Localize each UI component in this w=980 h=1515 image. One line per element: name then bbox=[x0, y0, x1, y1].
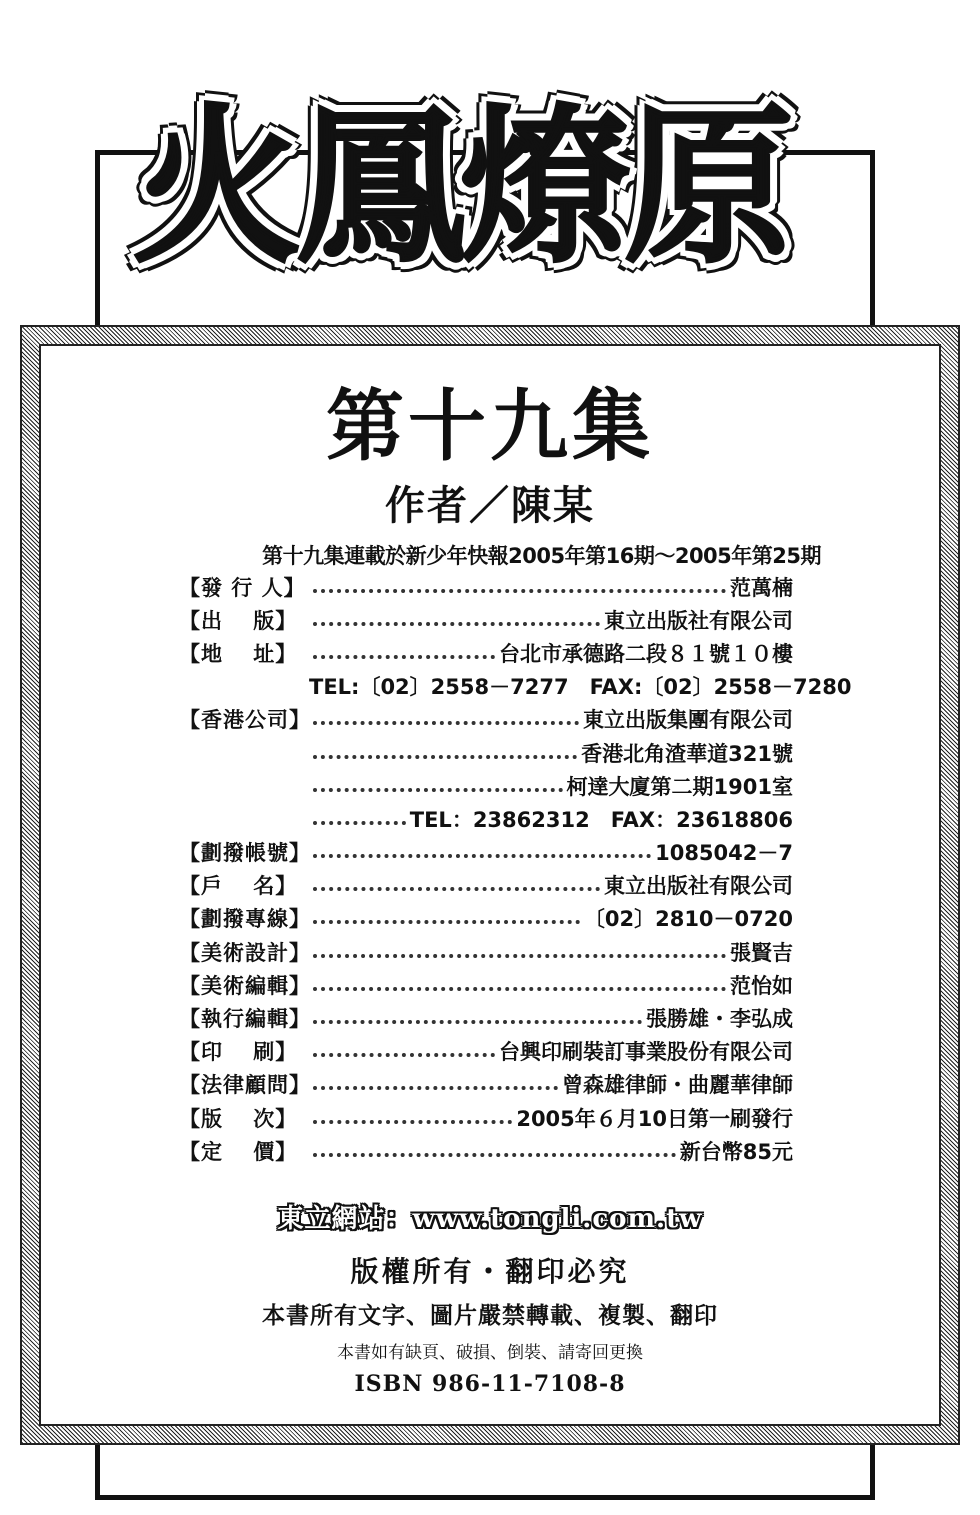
dotted-leader bbox=[313, 755, 577, 759]
website-label: 東立網站： bbox=[277, 1204, 413, 1234]
colophon-row bbox=[179, 836, 793, 869]
colophon-row bbox=[179, 1101, 793, 1134]
colophon-value: 2005年６月10日第一刷發行 bbox=[516, 1106, 793, 1131]
prohibition-notice: 本書所有文字、圖片嚴禁轉載、複製、翻印 bbox=[262, 1302, 718, 1329]
colophon-row bbox=[179, 636, 793, 669]
colophon-label: 【美術設計】 bbox=[179, 940, 311, 965]
colophon-row bbox=[179, 1068, 793, 1101]
isbn: ISBN 986-11-7108-8 bbox=[354, 1371, 626, 1397]
series-title: 火鳳燎原 bbox=[131, 89, 788, 287]
colophon-value: 范怡如 bbox=[730, 973, 793, 998]
colophon-value: 香港北角渣華道321號 bbox=[581, 741, 793, 766]
colophon-value: 新台幣85元 bbox=[679, 1139, 793, 1164]
colophon-row bbox=[179, 1134, 793, 1167]
colophon-row bbox=[179, 802, 793, 835]
colophon-list bbox=[179, 570, 852, 1167]
colophon-label: 【執行編輯】 bbox=[179, 1007, 311, 1032]
website-url[interactable]: www.tongli.com.tw bbox=[412, 1204, 703, 1234]
colophon-row bbox=[179, 968, 793, 1001]
dotted-leader bbox=[313, 954, 726, 958]
colophon-value: 范萬楠 bbox=[730, 575, 793, 600]
colophon-row bbox=[179, 902, 793, 935]
colophon-row bbox=[179, 703, 793, 736]
serialization-note: 第十九集連載於新少年快報2005年第16期～2005年第25期 bbox=[262, 544, 821, 568]
dotted-leader bbox=[313, 1120, 512, 1124]
dotted-leader bbox=[313, 920, 580, 924]
colophon-row bbox=[179, 869, 793, 902]
colophon-value: 東立出版社有限公司 bbox=[604, 608, 793, 633]
colophon-label: 【定 價】 bbox=[179, 1139, 298, 1164]
colophon-row bbox=[179, 935, 793, 968]
colophon-panel-inner bbox=[39, 344, 941, 1426]
dotted-leader bbox=[313, 788, 563, 792]
copyright-notice: 版權所有・翻印必究 bbox=[350, 1255, 630, 1288]
colophon-row bbox=[179, 603, 793, 636]
dotted-leader bbox=[313, 1053, 495, 1057]
colophon-label: 【地 址】 bbox=[179, 641, 298, 666]
colophon-label: 【印 刷】 bbox=[179, 1040, 298, 1065]
dotted-leader bbox=[313, 887, 600, 891]
return-notice: 本書如有缺頁、破損、倒裝、請寄回更換 bbox=[337, 1343, 643, 1363]
dotted-leader bbox=[313, 1153, 676, 1157]
colophon-value: 張勝雄・李弘成 bbox=[646, 1007, 793, 1032]
dotted-leader bbox=[313, 987, 726, 991]
colophon-label: 【版 次】 bbox=[179, 1106, 298, 1131]
colophon-label: 【法律顧問】 bbox=[179, 1073, 311, 1098]
colophon-row bbox=[179, 736, 793, 769]
colophon-panel bbox=[20, 325, 960, 1445]
colophon-value: TEL:〔02〕2558－7277 FAX:〔02〕2558－7280 bbox=[309, 675, 852, 700]
colophon-label: 【美術編輯】 bbox=[179, 973, 311, 998]
dotted-leader bbox=[313, 854, 651, 858]
colophon-row bbox=[179, 769, 793, 802]
volume-title: 第十九集 bbox=[325, 381, 654, 472]
series-title-banner bbox=[120, 58, 800, 318]
colophon-value: 1085042－7 bbox=[655, 841, 793, 866]
colophon-label: 【發 行 人】 bbox=[179, 575, 306, 600]
colophon-value: 台興印刷裝訂事業股份有限公司 bbox=[499, 1040, 793, 1065]
colophon-row bbox=[179, 570, 793, 603]
colophon-row bbox=[179, 670, 852, 703]
colophon-value: 〔02〕2810－0720 bbox=[583, 907, 793, 932]
colophon-value: 東立出版集團有限公司 bbox=[583, 708, 793, 733]
colophon-value: 東立出版社有限公司 bbox=[604, 874, 793, 899]
dotted-leader bbox=[313, 721, 579, 725]
colophon-label: 【戶 名】 bbox=[179, 874, 298, 899]
dotted-leader bbox=[313, 622, 600, 626]
colophon-value: 張賢吉 bbox=[730, 940, 793, 965]
website-line bbox=[41, 1198, 939, 1235]
dotted-leader bbox=[313, 1086, 558, 1090]
dotted-leader bbox=[313, 1020, 642, 1024]
colophon-label: 【劃撥專線】 bbox=[179, 907, 311, 932]
colophon-row bbox=[179, 1001, 793, 1034]
colophon-value: 柯達大廈第二期1901室 bbox=[566, 774, 793, 799]
dotted-leader bbox=[313, 655, 495, 659]
colophon-label: 【香港公司】 bbox=[179, 708, 311, 733]
author-line: 作者／陳某 bbox=[385, 483, 595, 529]
dotted-leader bbox=[313, 821, 406, 825]
colophon-label: 【出 版】 bbox=[179, 608, 298, 633]
colophon-row bbox=[179, 1035, 793, 1068]
colophon-value: TEL：23862312 FAX：23618806 bbox=[409, 807, 793, 832]
colophon-label: 【劃撥帳號】 bbox=[179, 841, 311, 866]
colophon-value: 台北市承德路二段８１號１０樓 bbox=[499, 641, 793, 666]
dotted-leader bbox=[313, 589, 726, 593]
colophon-value: 曾森雄律師・曲麗華律師 bbox=[562, 1073, 793, 1098]
